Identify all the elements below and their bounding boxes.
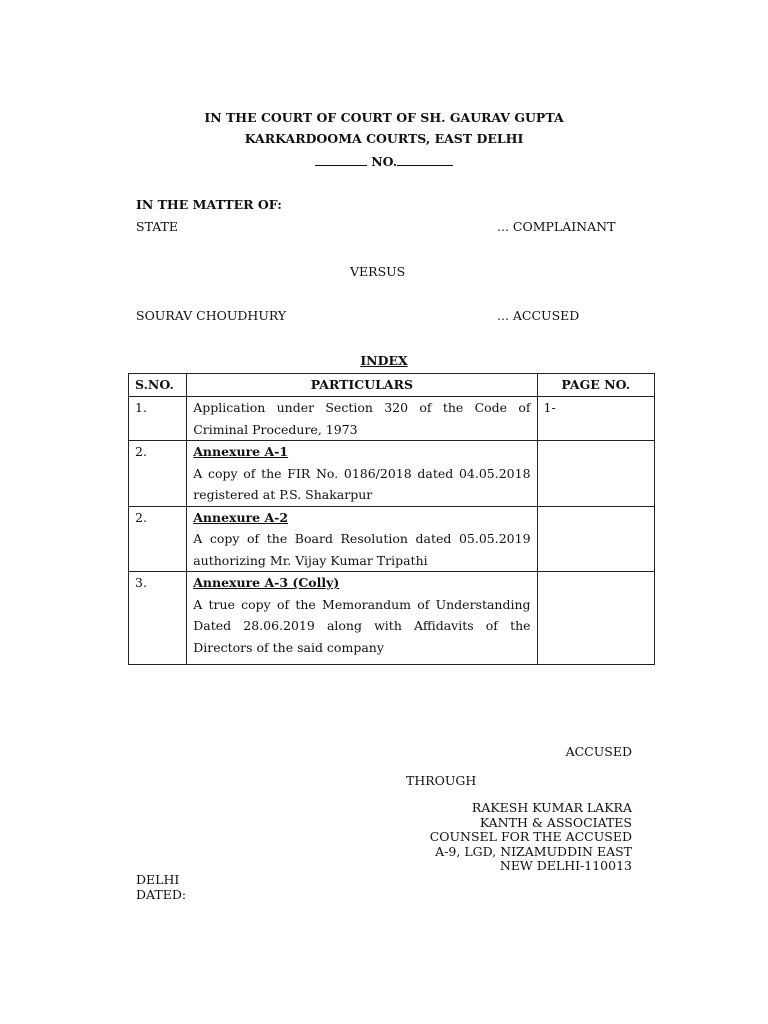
case-number-label: NO.: [371, 154, 398, 169]
table-row: [129, 397, 655, 441]
case-number-line: [0, 153, 768, 169]
accused-name: SOURAV CHOUDHURY: [136, 308, 287, 323]
header-sno: S.NO.: [129, 374, 187, 397]
annexure-label: Annexure A-2: [193, 509, 289, 525]
counsel-address-line2: NEW DELHI-110013: [499, 858, 632, 873]
row-page: [537, 441, 654, 507]
row-particulars: [187, 572, 537, 665]
annexure-description: A true copy of the Memorandum of Understanding Dated 28.06.2019 along with Affidavits of the Directors of the said company: [193, 596, 531, 655]
court-heading-line1: IN THE COURT OF COURT OF SH. GAURAV GUPTA: [204, 110, 564, 125]
annexure-description: A copy of the FIR No. 0186/2018 dated 04.05.2018 registered at P.S. Shakarpur: [193, 465, 531, 502]
row-particulars: [187, 441, 537, 507]
row-page: 1-: [537, 397, 654, 441]
row-page: [537, 572, 654, 665]
row-sno: 3.: [129, 572, 187, 665]
annexure-description: A copy of the Board Resolution dated 05.05.2019 authorizing Mr. Vijay Kumar Tripathi: [193, 531, 531, 568]
table-row: [129, 506, 655, 572]
table-row: [129, 441, 655, 507]
counsel-firm: KANTH & ASSOCIATES: [479, 814, 632, 830]
accused-role: ... ACCUSED: [497, 308, 580, 323]
header-page-no: PAGE NO.: [537, 374, 654, 397]
dated-label: DATED:: [136, 886, 187, 902]
counsel-designation: COUNSEL FOR THE ACCUSED: [429, 829, 632, 844]
place-date-block: [136, 873, 186, 902]
versus-label: VERSUS: [350, 264, 406, 279]
counsel-block: [430, 801, 632, 874]
counsel-name: RAKESH KUMAR LAKRA: [471, 800, 632, 815]
case-number-blank-right: [397, 153, 453, 166]
index-table: [128, 373, 655, 665]
row-sno: 2.: [129, 506, 187, 572]
index-header-row: [129, 374, 655, 397]
table-row: [129, 572, 655, 665]
complainant-role: ... COMPLAINANT: [497, 219, 616, 234]
row-particulars: [187, 506, 537, 572]
through-label: THROUGH: [406, 773, 477, 788]
complainant-name: STATE: [136, 219, 179, 234]
row-sno: 1.: [129, 397, 187, 441]
court-heading-line2: KARKARDOOMA COURTS, EAST DELHI: [244, 131, 524, 146]
matter-heading: IN THE MATTER OF:: [136, 197, 282, 212]
index-title: INDEX: [360, 353, 408, 368]
counsel-address-line1: A-9, LGD, NIZAMUDDIN EAST: [435, 843, 632, 859]
row-page: [537, 506, 654, 572]
annexure-label: Annexure A-1: [193, 444, 289, 459]
annexure-label: Annexure A-3 (Colly): [193, 575, 340, 590]
place-label: DELHI: [136, 872, 180, 887]
row-particulars: Application under Section 320 of the Code of Criminal Procedure, 1973: [187, 397, 537, 441]
signature-party: ACCUSED: [565, 744, 632, 759]
row-sno: 2.: [129, 441, 187, 507]
header-particulars: PARTICULARS: [187, 374, 537, 397]
case-number-blank-left: [315, 153, 367, 166]
